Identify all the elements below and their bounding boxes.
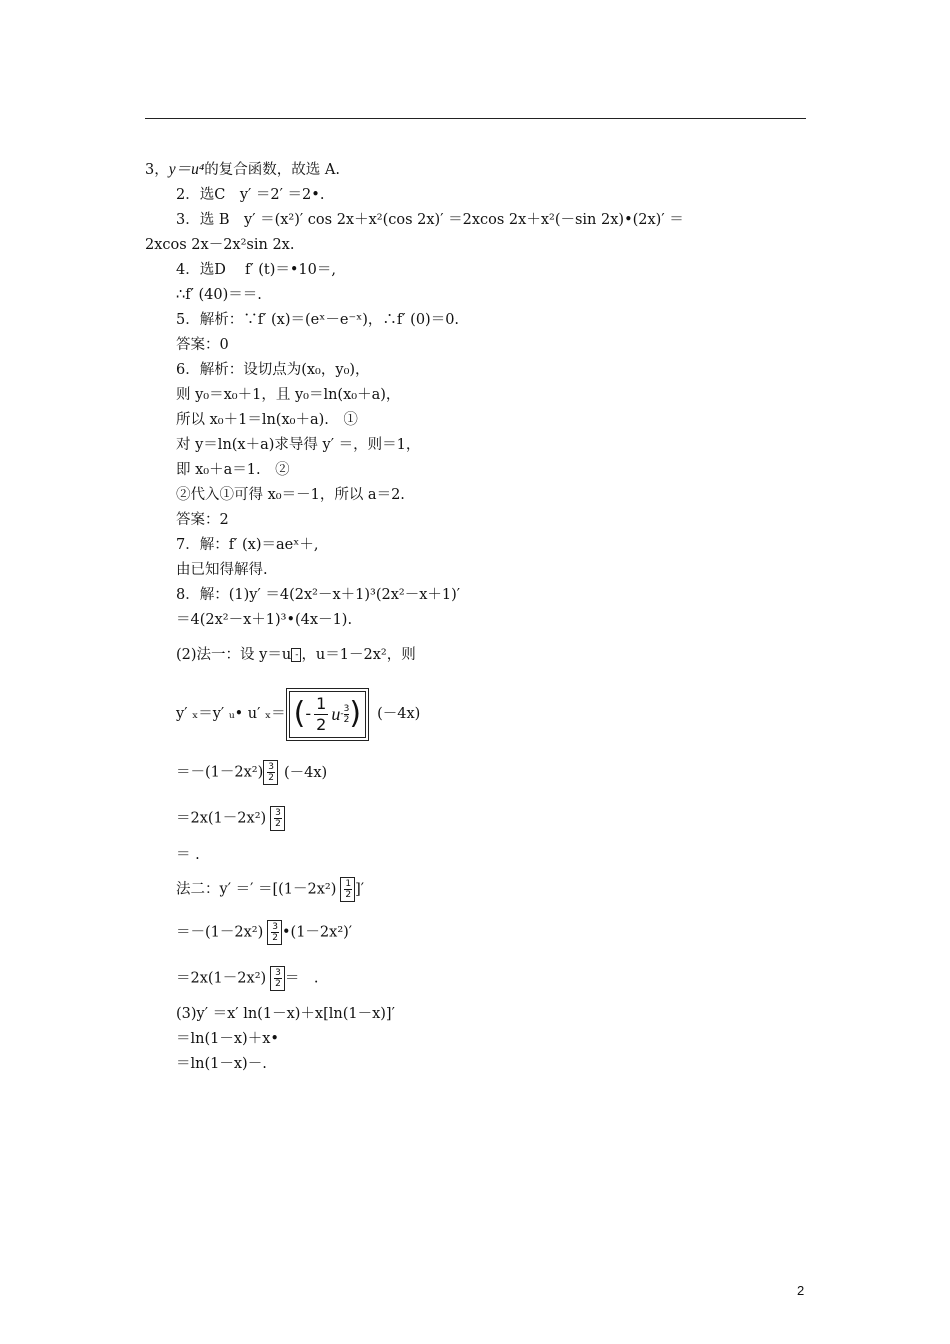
line-21: y′ ₓ＝y′ ᵤ• u′ ₓ＝ ( - 1 2 u - 3 2 ) (－4x) — [176, 684, 420, 744]
line-4: 2xcos 2x－2x²sin 2x. — [145, 237, 295, 253]
line-11: 所以 x₀＋1＝ln(x₀＋a). ① — [176, 412, 358, 428]
line-26: ＝－(1－2x²) 3 2 •(1－2x²)′ — [176, 922, 353, 943]
line-30: ＝ln(1－x)－. — [176, 1056, 267, 1072]
exponent-box: 3 2 — [267, 920, 282, 945]
exponent-box: 3 2 — [270, 806, 285, 831]
line-29: ＝ln(1－x)＋x• — [176, 1031, 279, 1047]
line-12: 对 y＝ln(x＋a)求导得 y′ ＝，则＝1， — [176, 437, 421, 453]
exponent-box: 1 2 — [340, 877, 355, 902]
line-15: 答案：2 — [176, 512, 229, 528]
line-20: (2)法一：设 y＝u - ，u＝1－2x²，则 — [176, 647, 416, 663]
line-22: ＝－(1－2x²) 3 2 (－4x) — [176, 762, 328, 783]
exponent-box: - — [291, 648, 301, 662]
line-2: 2．选C y′ ＝2′ ＝2•. — [176, 187, 325, 203]
page-number: 2 — [797, 1283, 805, 1298]
line-1: 3，y＝u⁴的复合函数，故选 A. — [145, 161, 340, 178]
line-17: 由已知得解得. — [176, 562, 268, 578]
line-24: ＝ . — [176, 847, 200, 863]
derivative-box: ( - 1 2 u - 3 2 ) — [286, 688, 369, 741]
line-27: ＝2x(1－2x²) 3 2 ＝ . — [176, 968, 319, 989]
line-14: ②代入①可得 x₀＝－1，所以 a＝2. — [176, 487, 405, 503]
line-28: (3)y′ ＝x′ ln(1－x)＋x[ln(1－x)]′ — [176, 1006, 395, 1022]
line-5: 4．选D f′ (t)＝•10＝, — [176, 262, 336, 278]
exponent-box: 3 2 — [263, 760, 278, 785]
line-7: 5．解析：∵f′ (x)＝(eˣ－e⁻ˣ)，∴f′ (0)＝0. — [176, 312, 460, 328]
line-19: ＝4(2x²－x＋1)³•(4x－1). — [176, 612, 353, 628]
exponent-box: 3 2 — [270, 966, 285, 991]
header-rule — [145, 118, 806, 119]
line-13: 即 x₀＋a＝1. ② — [176, 462, 290, 478]
line-16: 7．解：f′ (x)＝aeˣ＋, — [176, 537, 319, 553]
line-23: ＝2x(1－2x²) 3 2 — [176, 806, 285, 831]
line-3: 3．选 B y′ ＝(x²)′ cos 2x＋x²(cos 2x)′ ＝2xcos 2x＋x²(－sin 2x)•(2x)′ ＝ — [176, 212, 684, 228]
line-6: ∴f′ (40)＝＝. — [176, 287, 262, 303]
line-18: 8．解：(1)y′ ＝4(2x²－x＋1)³(2x²－x＋1)′ — [176, 587, 461, 603]
line-10: 则 y₀＝x₀＋1，且 y₀＝ln(x₀＋a)， — [176, 387, 401, 403]
line-9: 6．解析：设切点为(x₀，y₀)， — [176, 362, 370, 378]
line-25: 法二：y′ ＝′ ＝[(1－2x²) 1 2 ]′ — [176, 879, 365, 900]
line-8: 答案：0 — [176, 337, 229, 353]
